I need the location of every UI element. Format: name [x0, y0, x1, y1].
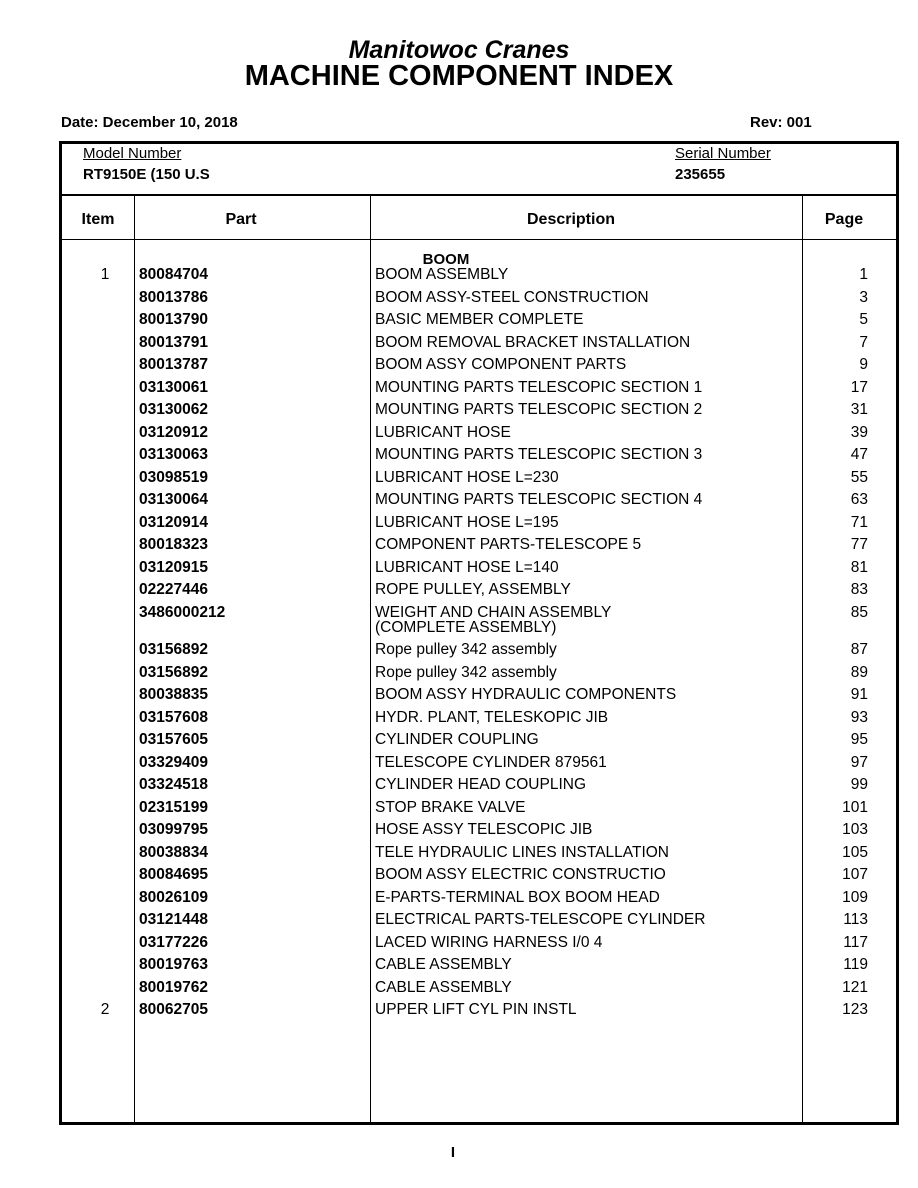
- row-page-number: 1: [859, 266, 868, 283]
- row-description: Rope pulley 342 assembly: [375, 641, 557, 658]
- row-page-number: 85: [850, 603, 868, 621]
- row-part-number: 03156892: [139, 663, 208, 681]
- row-part-number: 03099795: [139, 821, 208, 838]
- section-title: BOOM: [422, 251, 470, 268]
- row-page-number: 117: [843, 933, 868, 951]
- row-part-number: 80038835: [139, 686, 208, 703]
- document-title: MACHINE COMPONENT INDEX: [244, 60, 674, 92]
- row-description: BOOM ASSY HYDRAULIC COMPONENTS: [375, 686, 677, 703]
- row-description: BOOM ASSEMBLY: [375, 266, 509, 283]
- row-description: BOOM ASSY ELECTRIC CONSTRUCTIO: [375, 866, 666, 883]
- column-header-part: Part: [225, 211, 257, 228]
- row-description: LUBRICANT HOSE L=140: [375, 558, 559, 576]
- row-description: MOUNTING PARTS TELESCOPIC SECTION 3: [375, 446, 703, 463]
- row-page-number: 3: [859, 288, 868, 306]
- row-part-number: 03121448: [139, 911, 208, 928]
- row-page-number: 9: [859, 356, 868, 373]
- row-part-number: 80062705: [139, 1001, 208, 1018]
- row-page-number: 113: [843, 911, 868, 928]
- page-number: I: [450, 1144, 456, 1161]
- row-part-number: 80038834: [139, 843, 208, 861]
- row-description: BASIC MEMBER COMPLETE: [375, 311, 584, 328]
- row-description: ROPE PULLEY, ASSEMBLY: [375, 581, 571, 598]
- row-page-number: 93: [850, 708, 868, 726]
- row-part-number: 02227446: [139, 581, 208, 598]
- document-revision: Rev: 001: [750, 114, 812, 131]
- row-description: BOOM ASSY COMPONENT PARTS: [375, 356, 627, 373]
- column-divider-item: [134, 195, 135, 1125]
- row-page-number: 71: [850, 513, 868, 531]
- row-description: TELE HYDRAULIC LINES INSTALLATION: [375, 843, 670, 861]
- row-part-number: 03324518: [139, 776, 208, 793]
- row-page-number: 77: [850, 536, 868, 553]
- row-description: Rope pulley 342 assembly: [375, 663, 557, 681]
- row-page-number: 47: [850, 446, 868, 463]
- row-page-number: 103: [842, 821, 868, 838]
- row-page-number: 121: [842, 978, 868, 996]
- row-description: TELESCOPE CYLINDER 879561: [375, 753, 607, 771]
- row-part-number: 03156892: [139, 641, 208, 658]
- row-description: CABLE ASSEMBLY: [375, 978, 512, 996]
- row-item-number: 1: [100, 266, 110, 283]
- row-part-number: 03120914: [139, 513, 208, 531]
- row-part-number: 80019762: [139, 978, 208, 996]
- model-number-value: RT9150E (150 U.S: [83, 166, 210, 183]
- row-part-number: 03130063: [139, 446, 208, 463]
- model-number-label: Model Number: [83, 145, 182, 162]
- row-part-number: 80018323: [139, 536, 208, 553]
- row-page-number: 87: [850, 641, 868, 658]
- row-item-number: 2: [100, 1001, 110, 1018]
- row-description: MOUNTING PARTS TELESCOPIC SECTION 4: [375, 491, 703, 508]
- row-description: COMPONENT PARTS-TELESCOPE 5: [375, 536, 642, 553]
- row-page-number: 107: [842, 866, 868, 883]
- row-description: LUBRICANT HOSE L=195: [375, 513, 559, 531]
- company-name: Manitowoc Cranes: [348, 36, 570, 64]
- row-description: E-PARTS-TERMINAL BOX BOOM HEAD: [375, 888, 660, 906]
- row-part-number: 80013787: [139, 356, 208, 373]
- row-page-number: 99: [850, 776, 868, 793]
- row-part-number: 80019763: [139, 956, 208, 973]
- row-description: BOOM REMOVAL BRACKET INSTALLATION: [375, 333, 691, 351]
- row-page-number: 55: [850, 468, 868, 486]
- document-date: Date: December 10, 2018: [61, 114, 238, 131]
- row-page-number: 91: [850, 686, 868, 703]
- column-header-page: Page: [824, 211, 864, 228]
- row-part-number: 03157608: [139, 708, 208, 726]
- row-page-number: 83: [850, 581, 868, 598]
- row-description: MOUNTING PARTS TELESCOPIC SECTION 2: [375, 401, 703, 418]
- row-description: HYDR. PLANT, TELESKOPIC JIB: [375, 708, 609, 726]
- row-page-number: 63: [850, 491, 868, 508]
- row-description: LUBRICANT HOSE L=230: [375, 468, 559, 486]
- row-description-continued: (COMPLETE ASSEMBLY): [375, 618, 557, 636]
- row-part-number: 03157605: [139, 731, 208, 748]
- row-page-number: 5: [859, 311, 868, 328]
- row-part-number: 03329409: [139, 753, 208, 771]
- row-part-number: 03120915: [139, 558, 208, 576]
- row-description: WEIGHT AND CHAIN ASSEMBLY: [375, 603, 612, 621]
- column-divider-part: [370, 195, 371, 1125]
- row-page-number: 105: [842, 843, 868, 861]
- header-bottom-divider: [60, 239, 898, 240]
- row-page-number: 101: [842, 798, 868, 816]
- row-page-number: 97: [850, 753, 868, 771]
- row-description: CYLINDER HEAD COUPLING: [375, 776, 587, 793]
- row-description: CABLE ASSEMBLY: [375, 956, 512, 973]
- row-part-number: 80013790: [139, 311, 208, 328]
- row-page-number: 89: [850, 663, 868, 681]
- row-page-number: 95: [850, 731, 868, 748]
- row-description: STOP BRAKE VALVE: [375, 798, 526, 816]
- row-page-number: 39: [850, 423, 868, 441]
- column-header-item: Item: [81, 211, 115, 228]
- row-page-number: 17: [850, 378, 868, 396]
- row-part-number: 80013786: [139, 288, 208, 306]
- row-description: BOOM ASSY-STEEL CONSTRUCTION: [375, 288, 649, 306]
- row-page-number: 81: [850, 558, 868, 576]
- row-description: HOSE ASSY TELESCOPIC JIB: [375, 821, 593, 838]
- row-part-number: 03130062: [139, 401, 208, 418]
- row-part-number: 03130064: [139, 491, 208, 508]
- row-description: CYLINDER COUPLING: [375, 731, 539, 748]
- column-header-description: Description: [526, 211, 615, 228]
- row-part-number: 03130061: [139, 378, 208, 396]
- header-top-divider: [60, 194, 898, 196]
- row-page-number: 119: [843, 956, 868, 973]
- row-part-number: 80084695: [139, 866, 208, 883]
- row-part-number: 03120912: [139, 423, 208, 441]
- row-page-number: 109: [842, 888, 868, 906]
- row-part-number: 80013791: [139, 333, 208, 351]
- row-part-number: 03098519: [139, 468, 208, 486]
- serial-number-value: 235655: [675, 166, 726, 183]
- row-part-number: 80026109: [139, 888, 208, 906]
- row-description: LACED WIRING HARNESS I/0 4: [375, 933, 603, 951]
- row-description: LUBRICANT HOSE: [375, 423, 511, 441]
- row-description: UPPER LIFT CYL PIN INSTL: [375, 1001, 577, 1018]
- row-page-number: 7: [859, 333, 868, 351]
- row-part-number: 80084704: [139, 266, 208, 283]
- row-page-number: 31: [850, 401, 868, 418]
- row-page-number: 123: [842, 1001, 868, 1018]
- row-part-number: 02315199: [139, 798, 208, 816]
- row-description: ELECTRICAL PARTS-TELESCOPE CYLINDER: [375, 911, 706, 928]
- serial-number-label: Serial Number: [675, 145, 771, 162]
- row-description: MOUNTING PARTS TELESCOPIC SECTION 1: [375, 378, 703, 396]
- row-part-number: 03177226: [139, 933, 208, 951]
- row-part-number: 3486000212: [139, 603, 226, 621]
